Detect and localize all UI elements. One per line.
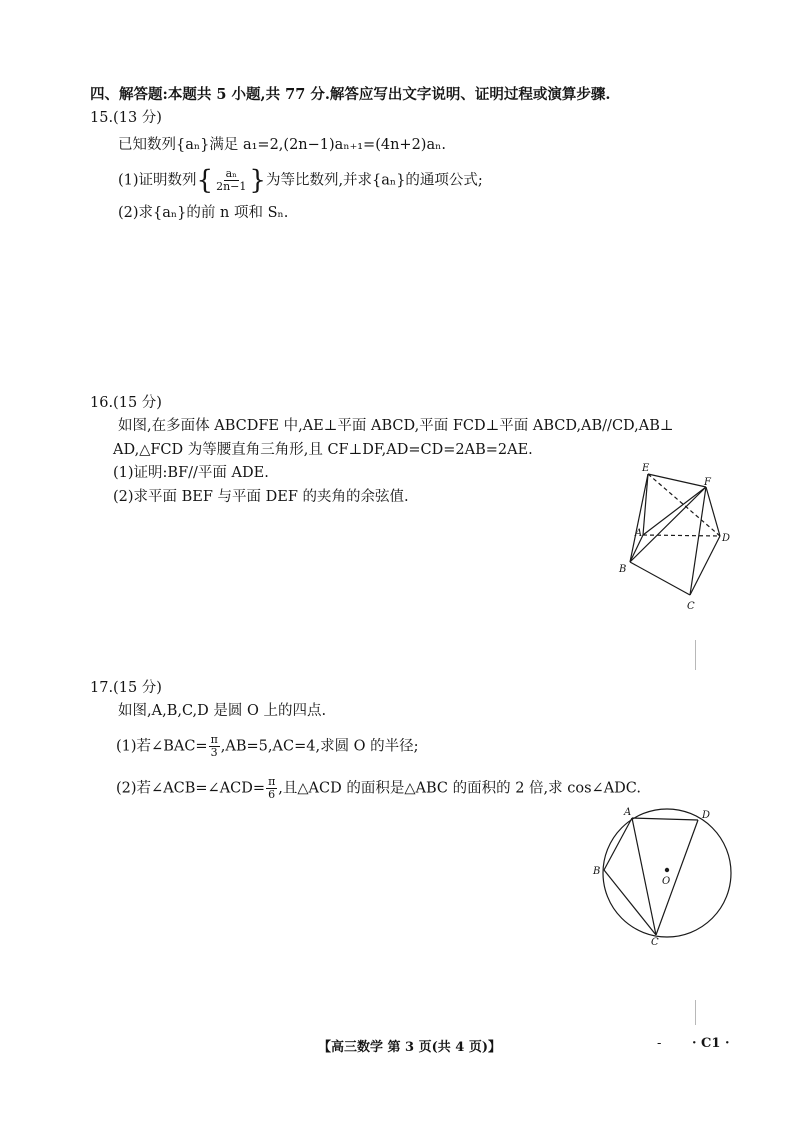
scan-mark — [695, 640, 696, 670]
label-o: O — [662, 876, 671, 887]
footer-page-info: 【高三数学 第 3 页(共 4 页)】 — [318, 1040, 502, 1055]
label-b: B — [619, 564, 627, 575]
label-d: D — [702, 810, 711, 821]
edge-bf — [630, 487, 706, 562]
q17-part2-frac-den: 6 — [268, 788, 276, 801]
label-a: A — [624, 807, 632, 818]
q15-stem: 已知数列{aₙ}满足 a₁=2,(2n−1)aₙ₊₁=(4n+2)aₙ. — [118, 137, 446, 153]
edge-ad-hidden — [643, 535, 720, 536]
q16-polyhedron-figure — [610, 455, 740, 615]
q16-part2: (2)求平面 BEF 与平面 DEF 的夹角的余弦值. — [113, 489, 409, 505]
q17-part1-fraction — [209, 734, 220, 759]
chord-ac — [632, 818, 656, 935]
left-brace: { — [196, 165, 214, 196]
q17-stem: 如图,A,B,C,D 是圆 O 上的四点. — [118, 703, 327, 719]
circle-o — [603, 809, 731, 937]
right-brace: } — [249, 165, 266, 196]
q16-line2: AD,△FCD 为等腰直角三角形,且 CF⊥DF,AD=CD=2AB=2AE. — [113, 442, 533, 458]
q15-part2: (2)求{aₙ}的前 n 项和 Sₙ. — [118, 205, 289, 221]
label-c: C — [687, 601, 695, 612]
edge-fd — [706, 487, 720, 536]
footer-dash: - — [657, 1036, 662, 1051]
label-f: F — [704, 477, 711, 488]
label-d: D — [722, 533, 731, 544]
q15-number: 15.(13 分) — [90, 110, 162, 126]
edge-ef — [648, 474, 706, 487]
q17-part1-prefix: (1)若∠BAC= — [116, 738, 208, 755]
q15-part1 — [118, 165, 483, 196]
q17-part2 — [116, 776, 641, 801]
label-e: E — [642, 463, 650, 474]
chord-ad — [632, 818, 698, 820]
q17-part2-prefix: (2)若∠ACB=∠ACD= — [116, 780, 266, 797]
section-header: 四、解答题:本题共 5 小题,共 77 分.解答应写出文字说明、证明过程或演算步骤. — [90, 86, 611, 103]
q16-number: 16.(15 分) — [90, 395, 162, 411]
chord-ab — [604, 818, 632, 870]
q17-part1-frac-den: 3 — [210, 746, 218, 759]
center-point — [665, 868, 669, 872]
edge-af — [643, 487, 706, 535]
q17-part2-suffix: ,且△ACD 的面积是△ABC 的面积的 2 倍,求 cos∠ADC. — [278, 780, 641, 797]
label-c: C — [651, 937, 659, 948]
footer-code: · C1 · — [692, 1036, 730, 1051]
q15-frac-num: aₙ — [225, 167, 237, 180]
edge-bc — [630, 562, 690, 595]
q17-part1 — [116, 734, 419, 759]
label-b: B — [593, 866, 601, 877]
q16-line1: 如图,在多面体 ABCDFE 中,AE⊥平面 ABCD,平面 FCD⊥平面 ABCD,AB//CD,AB⊥ — [118, 418, 674, 434]
q17-part2-fraction — [266, 776, 277, 801]
edge-ab — [630, 535, 643, 562]
q15-part1-prefix: (1)证明数列 — [118, 172, 197, 189]
q15-frac-den: 2n−1 — [216, 180, 247, 193]
q15-part1-suffix: 为等比数列,并求{aₙ}的通项公式; — [265, 172, 483, 189]
q17-number: 17.(15 分) — [90, 680, 162, 696]
q16-part1: (1)证明:BF//平面 ADE. — [113, 465, 269, 481]
q15-fraction — [214, 168, 248, 193]
label-a: A — [635, 528, 643, 539]
q17-part1-suffix: ,AB=5,AC=4,求圆 O 的半径; — [220, 738, 419, 755]
edge-be — [630, 474, 648, 562]
scan-mark — [695, 1000, 696, 1025]
q17-circle-figure — [585, 800, 745, 948]
q17-part1-frac-num: π — [210, 733, 218, 746]
q17-part2-frac-num: π — [268, 775, 276, 788]
edge-ea — [643, 474, 648, 535]
